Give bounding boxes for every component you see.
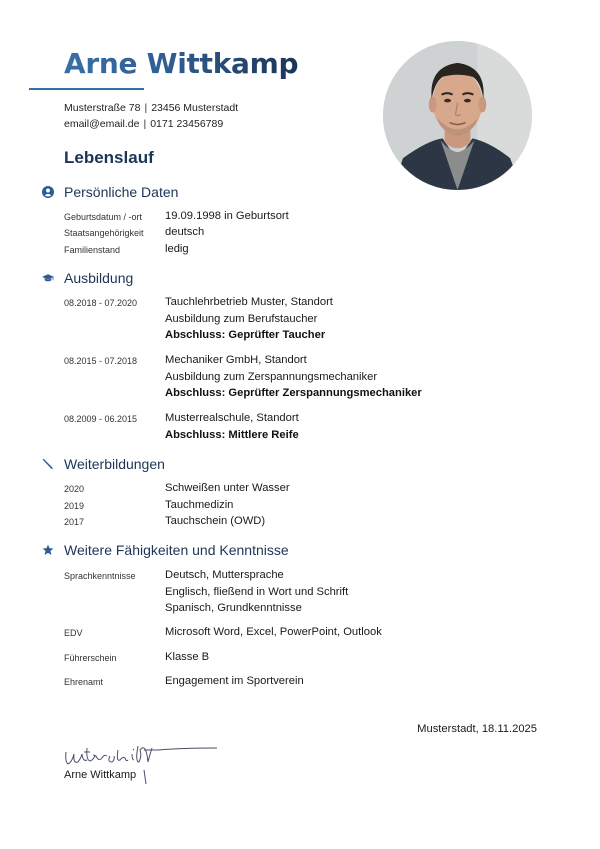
personal-row: [64, 208, 289, 226]
institution: Musterrealschule, Standort: [165, 412, 299, 424]
personal-row: [64, 241, 189, 259]
row-value: deutsch: [165, 226, 205, 238]
separator: |: [143, 117, 147, 130]
contact-block: [64, 101, 238, 132]
section-heading-education: [42, 270, 133, 286]
row-value: Klasse B: [165, 651, 210, 663]
portrait-illustration: [383, 41, 532, 190]
row-value: Tauchmedizin: [165, 499, 234, 511]
skills-row: [64, 673, 304, 691]
training-row: [64, 513, 265, 531]
skills-row: [64, 624, 382, 642]
personal-row: [64, 224, 204, 242]
portrait-photo: [383, 41, 532, 190]
address-line: [64, 101, 238, 117]
email: email@email.de: [64, 117, 140, 130]
separator: |: [144, 102, 148, 114]
address-city: 23456 Musterstadt: [151, 102, 239, 114]
row-key: Geburtsdatum / -ort: [64, 212, 143, 222]
place-and-date: Musterstadt, 18.11.2025: [417, 723, 537, 735]
address-street: Musterstraße 78: [64, 102, 141, 114]
row-key: 2017: [64, 517, 85, 527]
section-heading-skills: [42, 542, 289, 558]
graduation-cap-icon: [42, 272, 54, 284]
skills-row: [64, 567, 348, 617]
row-key: Führerschein: [64, 653, 117, 663]
signature-name: Arne Wittkamp: [64, 769, 137, 781]
row-value: Microsoft Word, Excel, PowerPoint, Outlook: [165, 626, 382, 638]
row-value: ledig: [165, 243, 189, 255]
row-value: Spanisch, Grundkenntnisse: [165, 602, 302, 614]
section-label: Ausbildung: [64, 270, 134, 286]
program: Ausbildung zum Zerspannungsmechaniker: [165, 370, 378, 383]
training-row: [64, 480, 290, 498]
row-key: 08.2015 - 07.2018: [64, 356, 138, 366]
row-key: EDV: [64, 628, 83, 638]
section-label: Weitere Fähigkeiten und Kenntnisse: [64, 542, 289, 558]
row-key: Sprachkenntnisse: [64, 571, 136, 581]
section-label: Persönliche Daten: [64, 184, 179, 200]
star-icon: [42, 544, 54, 556]
section-label: Weiterbildungen: [64, 456, 165, 472]
name-underline: [29, 88, 144, 90]
row-key: Ehrenamt: [64, 677, 104, 687]
document-title: Lebenslauf: [64, 148, 154, 167]
user-circle-icon: [42, 186, 54, 198]
row-key: Familienstand: [64, 245, 121, 255]
education-row: [64, 352, 422, 402]
contact-line: [64, 117, 238, 133]
pencil-icon: [42, 458, 54, 470]
program: Ausbildung zum Berufstaucher: [165, 312, 318, 325]
row-key: Staatsangehörigkeit: [64, 228, 144, 238]
skills-row: [64, 649, 209, 667]
degree: Abschluss: Geprüfter Taucher: [165, 329, 326, 341]
section-heading-training: [42, 456, 165, 472]
degree: Abschluss: Geprüfter Zerspannungsmechaniker: [165, 387, 422, 399]
row-value: Englisch, fließend in Wort und Schrift: [165, 585, 349, 598]
row-key: 2020: [64, 484, 85, 494]
phone: 0171 23456789: [150, 117, 224, 130]
training-row: [64, 497, 233, 515]
row-value: Engagement im Sportverein: [165, 675, 304, 687]
section-heading-personal: [42, 184, 178, 200]
degree: Abschluss: Mittlere Reife: [165, 428, 299, 441]
education-row: [64, 410, 299, 443]
row-key: 2019: [64, 501, 85, 511]
education-row: [64, 294, 333, 344]
row-value: Deutsch, Muttersprache: [165, 569, 284, 581]
row-key: 08.2009 - 06.2015: [64, 414, 138, 424]
row-value: 19.09.1998 in Geburtsort: [165, 210, 289, 222]
institution: Tauchlehrbetrieb Muster, Standort: [165, 296, 333, 308]
row-value: Schweißen unter Wasser: [165, 482, 290, 494]
applicant-name: Arne Wittkamp: [64, 47, 299, 80]
row-value: Tauchschein (OWD): [165, 515, 266, 527]
row-key: 08.2018 - 07.2020: [64, 298, 138, 308]
institution: Mechaniker GmbH, Standort: [165, 354, 307, 366]
